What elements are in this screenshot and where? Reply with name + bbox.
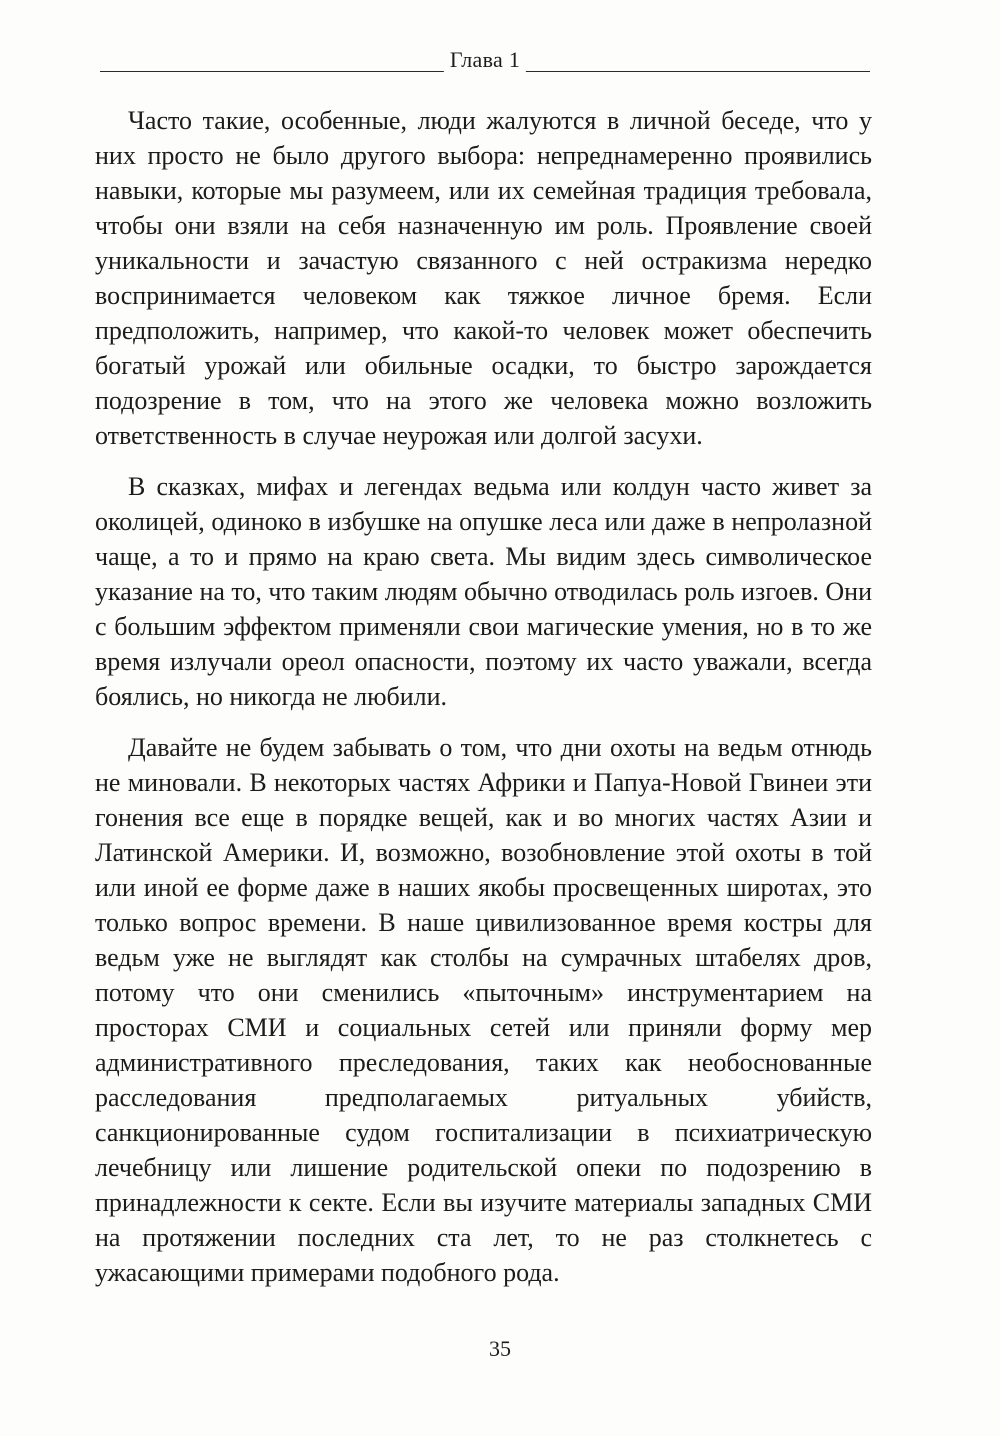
page-number: 35 xyxy=(489,1336,511,1361)
running-header xyxy=(100,48,870,78)
chapter-title: Глава 1 xyxy=(444,48,526,72)
paragraph: Давайте не будем забывать о том, что дни охоты на ведьм отнюдь не миновали. В некоторых частях Африки и Папуа-Новой Гвинеи эти гонения все еще в порядке вещей, как и во многих частях Азии и Латинской Америки. И, возможно, возобновление этой охоты в той или иной ее форме даже в наших якобы просвещенных широтах, это только вопрос времени. В наше цивилизованное время костры для ведьм уже не выглядят как столбы на сумрачных штабелях дров, потому что они сменились «пыточным» инструментарием на просторах СМИ и социальных сетей или приняли форму мер административного преследования, таких как необоснованные расследования предполагаемых ритуальных убийств, санкционированные судом госпитализации в психиатрическую лечебницу или лишение родительской опеки по подозрению в принадлежности к секте. Если вы изучите материалы западных СМИ на протяжении последних ста лет, то не раз столкнетесь с ужасающими примерами подобного рода. xyxy=(95,733,872,1287)
paragraph: В сказках, мифах и легендах ведьма или колдун часто живет за околицей, одиноко в избушке на опушке леса или даже в непролазной чаще, а то и прямо на краю света. Мы видим здесь символическое указание на то, что таким людям обычно отводилась роль изгоев. Они с большим эффектом применяли свои магические умения, но в то же время излучали ореол опасности, поэтому их часто уважали, всегда боялись, но никогда не любили. xyxy=(95,472,873,711)
body-text xyxy=(95,103,872,1306)
paragraph: Часто такие, особенные, люди жалуются в личной беседе, что у них просто не было другого выбора: непреднамеренно проявились навыки, которые мы разумеем, или их семейная традиция требовала, чтобы они взяли на себя назначенную им роль. Проявление своей уникальности и зачастую связанного с ней остракизма нередко воспринимается человеком как тяжкое личное бремя. Если предположить, например, что какой-то человек может обеспечить богатый урожай или обильные осадки, то быстро зарождается подозрение в том, что на этого же человека можно возложить ответственность в случае неурожая или долгой засухи. xyxy=(95,106,872,450)
